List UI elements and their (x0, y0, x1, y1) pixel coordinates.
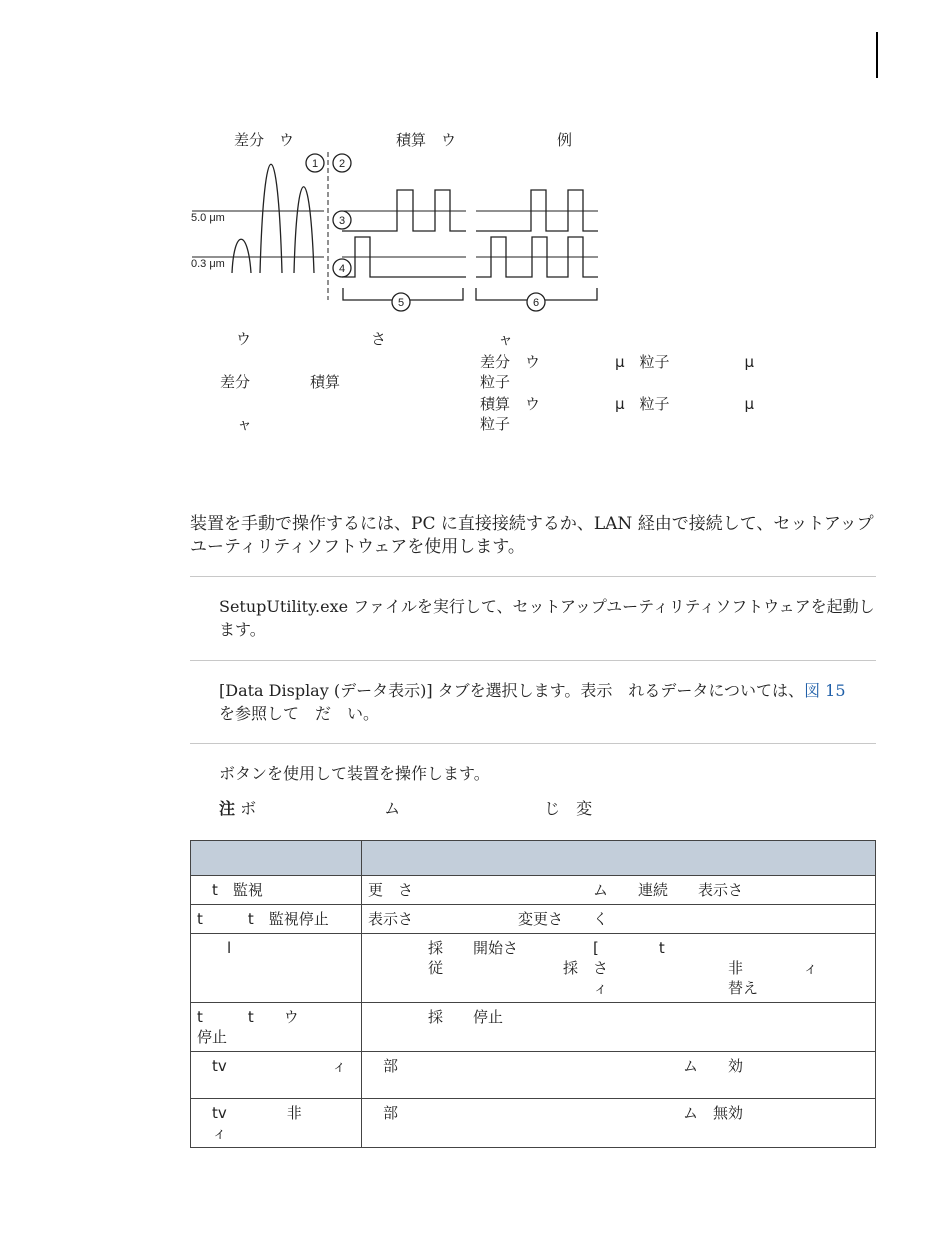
callout-6: 6 (532, 297, 540, 309)
figure-heading-differential: 差分 ウ (234, 131, 295, 149)
callout-3: 3 (338, 215, 346, 227)
legend-right-top: ャ (498, 330, 514, 348)
step-1-text: SetupUtility.exe ファイルを実行して、セットアップユーティリティソフトウェアを起動します。 (219, 597, 875, 639)
legend-right-line2: 粒子 (480, 373, 511, 391)
figure-heading-cumulative: 積算 ウ (396, 131, 457, 149)
table-cell-description: 採 開始さ [ t 従 採 さ 非 ィ ィ 替え (362, 934, 876, 1003)
divider (190, 660, 876, 661)
step-2-tail: を参照して だ い。 (219, 704, 380, 723)
note-text: ボ ム じ 変 (240, 799, 593, 818)
table-cell-button: t 監視 (191, 876, 362, 905)
note (219, 797, 876, 820)
table-cell-description: 表示さ 変更さ く (362, 905, 876, 934)
callout-2: 2 (338, 158, 346, 170)
table-row (191, 934, 876, 1003)
table-cell-button: l (191, 934, 362, 1003)
step-2-body: [Data Display (データ表示)] タブを選択します。表示 れるデータについては、 (219, 681, 805, 700)
table-row (191, 1003, 876, 1052)
table-cell-button: t t 監視停止 (191, 905, 362, 934)
intro-paragraph: 装置を手動で操作するには、PC に直接接続するか、LAN 経由で接続して、セットアップユーティリティソフトウェアを使用します。 (190, 514, 874, 557)
table-cell-description: 部 ム 無効 (362, 1099, 876, 1148)
threshold-lower-label: 0.3 μm (191, 258, 225, 270)
callout-5: 5 (397, 297, 405, 309)
step-3-text: ボタンを使用して装置を操作します。 (219, 764, 490, 783)
table-cell-button: tv ィ (191, 1052, 362, 1099)
table-cell-description: 部 ム 効 (362, 1052, 876, 1099)
callout-1: 1 (311, 158, 319, 170)
table-row (191, 1099, 876, 1148)
figure-heading-example: 例 (557, 131, 573, 149)
table-cell-description: 更 さ ム 連続 表示さ (362, 876, 876, 905)
table-header-cell (191, 841, 362, 876)
step-2-text (219, 679, 876, 725)
legend-left-bottom: ャ (237, 415, 253, 433)
legend-right-line4: 粒子 (480, 415, 511, 433)
legend-left-mid: 差分 積算 (220, 373, 341, 391)
table-cell-description: 採 停止 (362, 1003, 876, 1052)
button-reference-table (190, 840, 876, 1148)
table-row (191, 1052, 876, 1099)
legend-right-line1: 差分 ウ μ 粒子 μ (480, 353, 755, 371)
divider (190, 576, 876, 577)
table-row (191, 905, 876, 934)
threshold-upper-label: 5.0 μm (191, 212, 225, 224)
table-header-row (191, 841, 876, 876)
callout-4: 4 (338, 263, 346, 275)
table-row (191, 876, 876, 905)
note-label: 注 (219, 799, 236, 818)
figure-15-link[interactable]: 図 15 (804, 681, 846, 700)
table-cell-button: t t ウ 停止 (191, 1003, 362, 1052)
legend-left-top: ウ さ (236, 330, 387, 348)
particle-waveform-figure (186, 148, 606, 318)
divider (190, 743, 876, 744)
table-header-cell (362, 841, 876, 876)
table-cell-button: tv 非 ィ (191, 1099, 362, 1148)
page-margin-bar (876, 32, 878, 78)
legend-right-line3: 積算 ウ μ 粒子 μ (480, 395, 755, 413)
